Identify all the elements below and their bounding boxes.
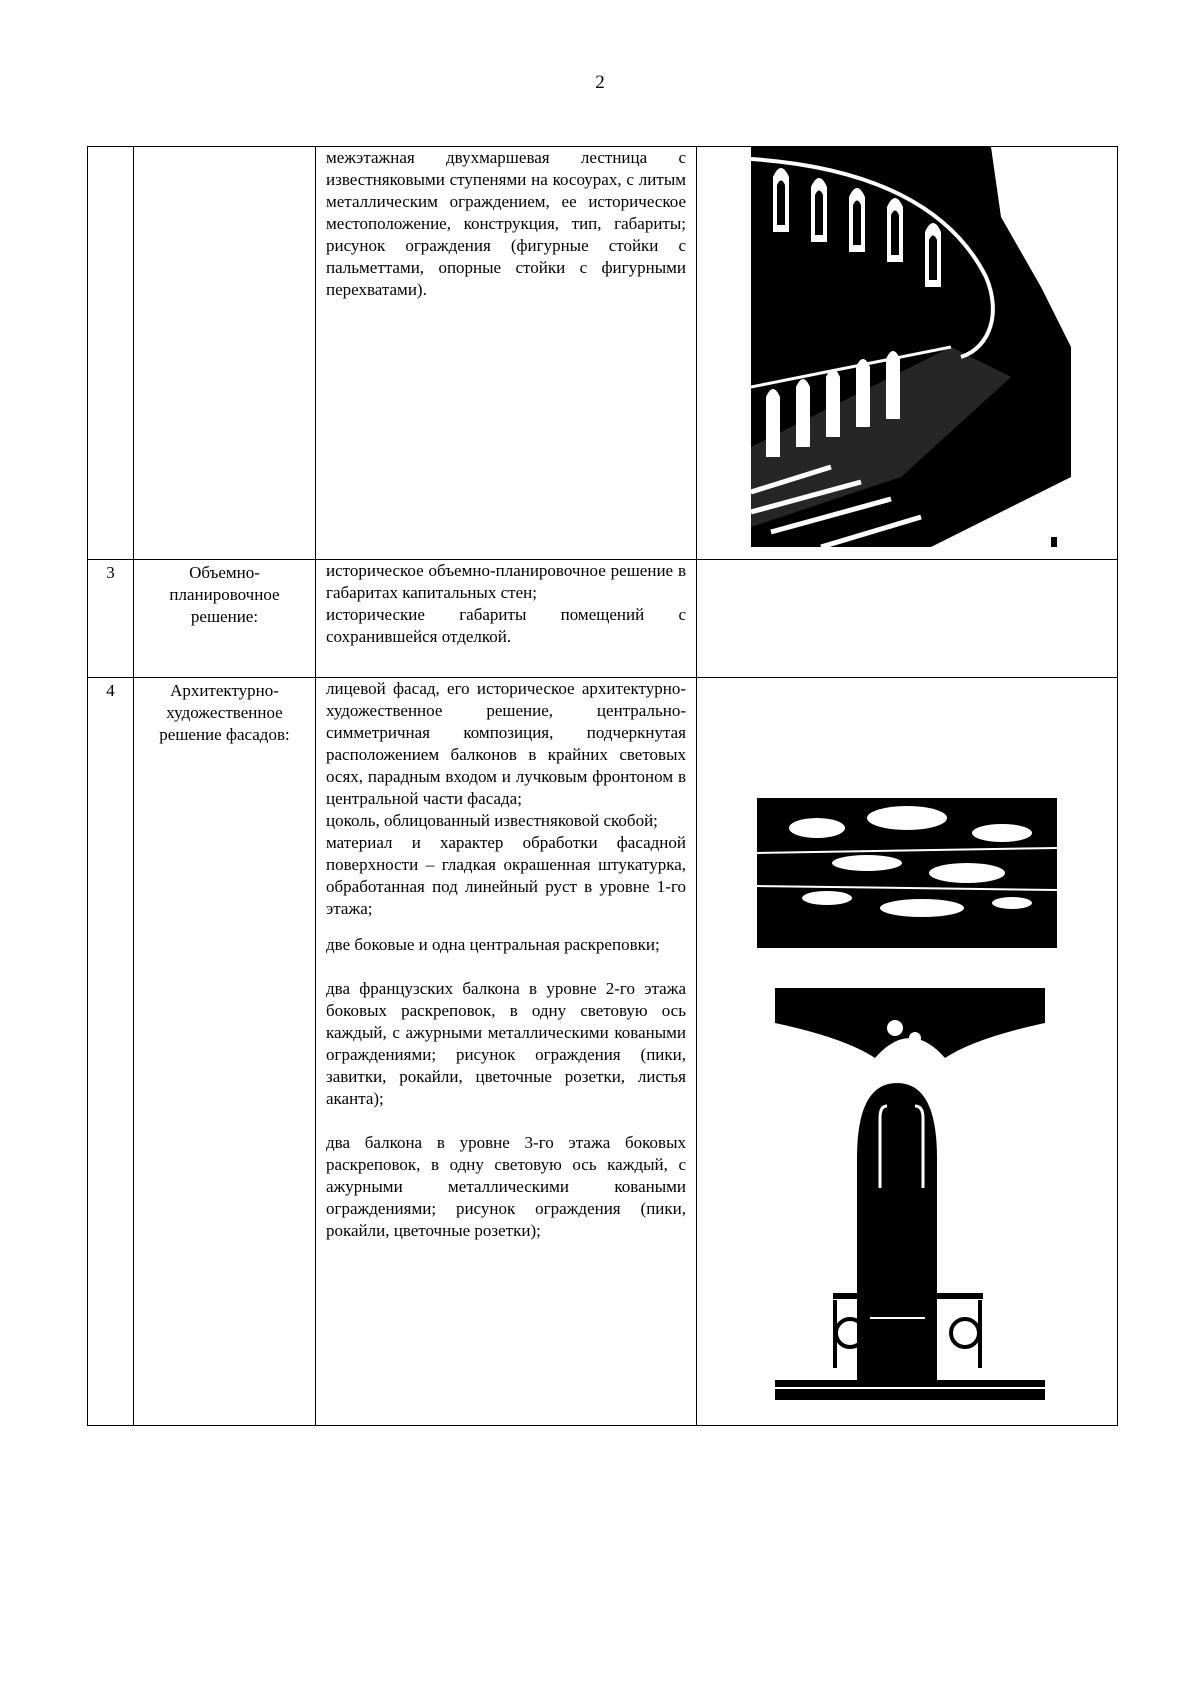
row-number [88, 147, 134, 560]
plinth-photo [757, 758, 1057, 948]
table-row [88, 147, 1118, 560]
staircase-photo [751, 147, 1071, 547]
description-paragraph: две боковые и одна центральная раскреповки; [326, 935, 660, 954]
description-paragraph: цоколь, облицованный известняковой скобой; [326, 811, 658, 830]
table-row [88, 560, 1118, 678]
row-description [316, 560, 697, 678]
row-category: Архитектурно-художественное решение фасадов: [134, 678, 316, 1426]
row-category: Объемно-планировочное решение: [134, 560, 316, 678]
row-image-cell [697, 678, 1118, 1426]
description-paragraph: материал и характер обработки фасадной поверхности – гладкая окрашенная штукатурка, обработанная под линейный руст в уровне 1-го этажа; [326, 833, 686, 918]
row-category [134, 147, 316, 560]
description-paragraph: исторические габариты помещений с сохранившейся отделкой. [326, 605, 686, 646]
row-number: 3 [88, 560, 134, 678]
balcony-window-photo [775, 988, 1045, 1400]
description-paragraph: два балкона в уровне 3-го этажа боковых раскреповок, в одну световую ось каждый, с ажурными металлическими коваными ограждениями; рисунок ограждения (пики, рокайли, цветочные розетки); [326, 1133, 686, 1240]
row-number: 4 [88, 678, 134, 1426]
description-paragraph: два французских балкона в уровне 2-го этажа боковых раскреповок, в одну световую ось каждый, с ажурными металлическими коваными ограждениями; рисунок ограждения (пики, завитки, рокайли, цветочные розетки, листья аканта); [326, 979, 686, 1108]
table-row [88, 678, 1118, 1426]
row-description [316, 147, 697, 560]
row-description [316, 678, 697, 1426]
description-paragraph: лицевой фасад, его историческое архитектурно-художественное решение, центрально-симметричная композиция, подчеркнутая расположением балконов в крайних световых осях, парадным входом и лучковым фронтоном в центральной части фасада; [326, 679, 686, 808]
row-image-cell [697, 147, 1118, 560]
description-paragraph: историческое объемно-планировочное решение в габаритах капитальных стен; [326, 561, 686, 602]
description-paragraph: межэтажная двухмаршевая лестница с известняковыми ступенями на косоурах, с литым металлическим ограждением, ее историческое местоположение, конструкция, тип, габариты; рисунок ограждения (фигурные стойки с пальметтами, опорные стойки с фигурными перехватами). [326, 148, 686, 299]
row-image-cell [697, 560, 1118, 678]
protected-features-table [87, 146, 1118, 1426]
page-number: 2 [595, 72, 605, 93]
